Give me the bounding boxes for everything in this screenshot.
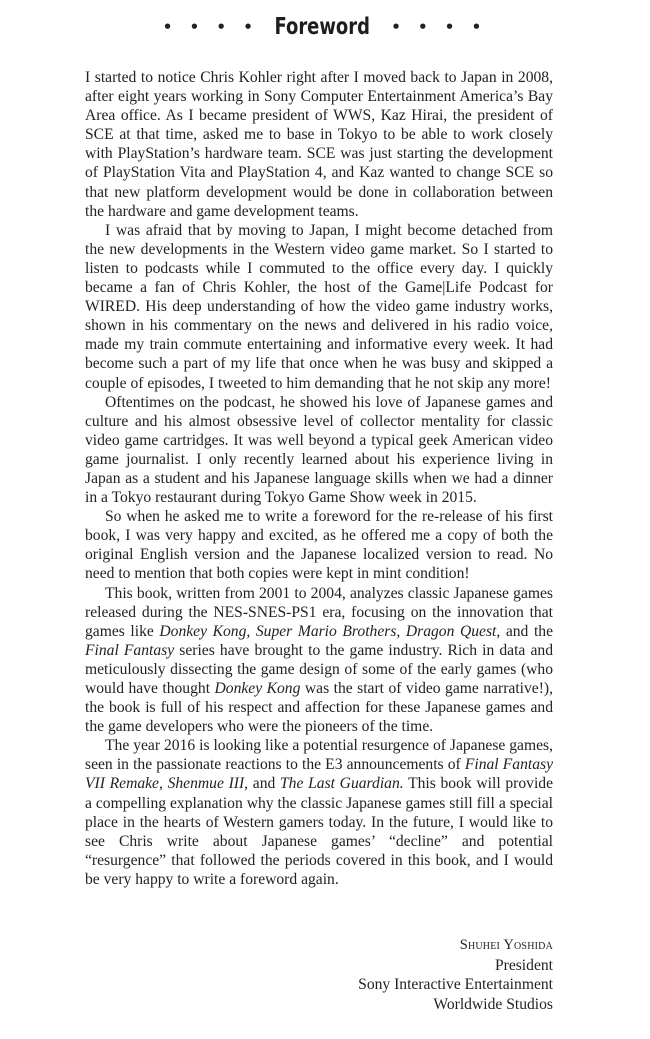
signature-title: President bbox=[494, 956, 553, 974]
page-title: Foreword bbox=[274, 14, 370, 40]
foreword-body bbox=[85, 68, 553, 889]
italic-title-text: Final Fantasy bbox=[85, 641, 175, 659]
header-dots-right: • • • • bbox=[391, 18, 488, 36]
signature-company: Sony Interactive Entertainment bbox=[358, 976, 553, 994]
paragraph-text: series have brought to the game industry. Rich in data and meticulously dissecting the game design of some of the early games (who would have thought bbox=[85, 641, 553, 697]
paragraph-text: This book, written from 2001 to 2004, analyzes classic Japanese games released during the NES-SNES-PS1 era, focusing on the innovation that games like bbox=[85, 584, 553, 640]
signature-division: Worldwide Studios bbox=[433, 995, 553, 1013]
paragraph-text: I was afraid that by moving to Japan, I might become detached from the new developments in the Western video game market. So I started to listen to podcasts while I commuted to the office every day. I quickly became a fan of Chris Kohler, the host of the Game|Life Podcast for WIRED. His deep understanding of how the video game industry works, shown in his commentary on the news and delivered in his radio voice, made my train commute entertaining and informative every week. It had become such a part of my life that once when he was busy and skipped a couple of episodes, I tweeted to him demanding that he not skip any more! bbox=[85, 221, 553, 392]
paragraph-text: Oftentimes on the podcast, he showed his love of Japanese games and culture and his almost obsessive level of collector mentality for classic video game cartridges. It was well beyond a typical geek American video game journalist. I only recently learned about his experience living in Japan as a student and his Japanese language skills when we had a dinner in a Tokyo restaurant during Tokyo Game Show week in 2015. bbox=[85, 393, 553, 507]
paragraph-text: , and the bbox=[496, 622, 553, 640]
italic-title-text: Final Fantasy VII Remake, Shenmue III, bbox=[85, 756, 554, 793]
paragraph-text: So when he asked me to write a foreword for the re-release of his first book, I was very happy and excited, as he offered me a copy of both the original English version and the Japanese localized version to read. No need to mention that both copies were kept in mint condition! bbox=[85, 508, 553, 583]
paragraph-4 bbox=[85, 507, 553, 583]
header-dots-left: • • • • bbox=[162, 18, 259, 36]
page-header bbox=[0, 14, 650, 40]
paragraph-text: was the start of video game narrative!), the book is full of his respect and affection for these Japanese games and the game developers who were the pioneers of the time. bbox=[85, 680, 553, 736]
italic-title-text: The Last Guardian. bbox=[280, 775, 404, 793]
italic-title-text: Donkey Kong bbox=[214, 680, 301, 697]
paragraph-2 bbox=[85, 221, 553, 393]
paragraph-text: This book will provide a compelling explanation why the classic Japanese games still fill a special place in the hearts of Western gamers today. In the future, I would like to see Chris write about Japanese games’ “decline” and potential “resurgence” that followed the periods covered in this book, and I would be very happy to write a foreword again. bbox=[85, 775, 554, 888]
signature-block bbox=[300, 936, 553, 1014]
italic-title-text: Donkey Kong, Super Mario Brothers, Dragon Quest bbox=[159, 622, 497, 640]
paragraph-6 bbox=[85, 736, 553, 889]
paragraph-3 bbox=[85, 393, 553, 508]
paragraph-5 bbox=[85, 584, 553, 737]
paragraph-1 bbox=[85, 68, 553, 221]
paragraph-text: and bbox=[248, 775, 280, 793]
paragraph-text: The year 2016 is looking like a potential resurgence of Japanese games, seen in the passionate reactions to the E3 announcements of bbox=[85, 737, 553, 774]
paragraph-text: I started to notice Chris Kohler right after I moved back to Japan in 2008, after eight years working in Sony Computer Entertainment America’s Bay Area office. As I became president of WWS, Kaz Hirai, the president of SCE at that time, asked me to base in Tokyo to be able to work closely with PlayStation’s hardware team. SCE was just starting the development of PlayStation Vita and PlayStation 4, and Kaz wanted to change SCE so that new platform development would be done in collaboration between the hardware and game development teams. bbox=[85, 69, 553, 220]
signature-name: Shuhei Yoshida bbox=[459, 937, 553, 953]
